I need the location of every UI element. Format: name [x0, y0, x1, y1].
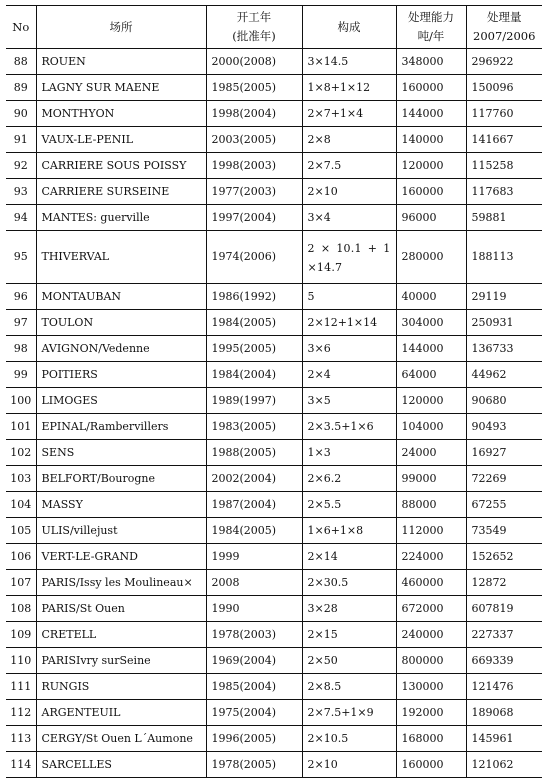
cell-no: 99	[6, 362, 36, 388]
table-row	[6, 179, 542, 205]
cell-capacity: 120000	[396, 153, 466, 179]
cell-config: 3×28	[302, 596, 396, 622]
cell-config: 2×8	[302, 127, 396, 153]
cell-year: 1985(2004)	[206, 674, 302, 700]
header-year-line2: (批准年)	[232, 29, 276, 43]
table-row	[6, 75, 542, 101]
cell-config: 1×6+1×8	[302, 518, 396, 544]
cell-volume: 227337	[466, 622, 542, 648]
cell-year: 2000(2008)	[206, 49, 302, 75]
table-row	[6, 518, 542, 544]
cell-config: 2 × 10.1 + 1 ×14.7	[302, 231, 396, 284]
table-row	[6, 284, 542, 310]
header-row	[6, 6, 542, 49]
cell-capacity: 672000	[396, 596, 466, 622]
cell-no: 106	[6, 544, 36, 570]
cell-config: 2×10	[302, 752, 396, 778]
cell-year: 1995(2005)	[206, 336, 302, 362]
cell-capacity: 304000	[396, 310, 466, 336]
cell-year: 1978(2005)	[206, 752, 302, 778]
table-row	[6, 388, 542, 414]
cell-year: 1984(2005)	[206, 518, 302, 544]
table-row	[6, 596, 542, 622]
cell-volume: 117683	[466, 179, 542, 205]
cell-site: ARGENTEUIL	[36, 700, 206, 726]
cell-year: 2002(2004)	[206, 466, 302, 492]
cell-capacity: 160000	[396, 179, 466, 205]
cell-year: 1978(2003)	[206, 622, 302, 648]
cell-capacity: 348000	[396, 49, 466, 75]
cell-no: 102	[6, 440, 36, 466]
cell-site: MASSY	[36, 492, 206, 518]
cell-site: SARCELLES	[36, 752, 206, 778]
cell-no: 89	[6, 75, 36, 101]
cell-config: 2×30.5	[302, 570, 396, 596]
incineration-plant-table	[6, 5, 542, 778]
cell-volume: 121062	[466, 752, 542, 778]
cell-volume: 189068	[466, 700, 542, 726]
cell-config: 2×10	[302, 179, 396, 205]
table-row	[6, 205, 542, 231]
cell-capacity: 96000	[396, 205, 466, 231]
cell-site: MONTHYON	[36, 101, 206, 127]
cell-no: 95	[6, 231, 36, 284]
cell-capacity: 160000	[396, 75, 466, 101]
cell-capacity: 104000	[396, 414, 466, 440]
table-row	[6, 726, 542, 752]
cell-volume: 188113	[466, 231, 542, 284]
header-config: 构成	[302, 6, 396, 49]
document-page	[6, 5, 542, 778]
header-no: No	[6, 6, 36, 49]
cell-year: 1983(2005)	[206, 414, 302, 440]
cell-config: 2×4	[302, 362, 396, 388]
cell-no: 88	[6, 49, 36, 75]
cell-config: 2×7.5+1×9	[302, 700, 396, 726]
table-row	[6, 414, 542, 440]
cell-volume: 152652	[466, 544, 542, 570]
cell-site: AVIGNON/Vedenne	[36, 336, 206, 362]
cell-volume: 12872	[466, 570, 542, 596]
cell-volume: 607819	[466, 596, 542, 622]
cell-year: 1984(2005)	[206, 310, 302, 336]
header-volume	[466, 6, 542, 49]
cell-config: 2×6.2	[302, 466, 396, 492]
cell-site: MONTAUBAN	[36, 284, 206, 310]
cell-site: PARIS/St Ouen	[36, 596, 206, 622]
table-row	[6, 336, 542, 362]
cell-no: 112	[6, 700, 36, 726]
cell-site: CARRIERE SOUS POISSY	[36, 153, 206, 179]
cell-capacity: 240000	[396, 622, 466, 648]
cell-capacity: 112000	[396, 518, 466, 544]
cell-no: 107	[6, 570, 36, 596]
cell-volume: 44962	[466, 362, 542, 388]
cell-capacity: 99000	[396, 466, 466, 492]
cell-config: 2×12+1×14	[302, 310, 396, 336]
cell-volume: 117760	[466, 101, 542, 127]
table-row	[6, 127, 542, 153]
cell-volume: 669339	[466, 648, 542, 674]
cell-no: 114	[6, 752, 36, 778]
cell-site: POITIERS	[36, 362, 206, 388]
cell-no: 98	[6, 336, 36, 362]
cell-site: PARIS/Issy les Moulineau×	[36, 570, 206, 596]
cell-site: PARISIvry surSeine	[36, 648, 206, 674]
cell-year: 1998(2003)	[206, 153, 302, 179]
cell-year: 2008	[206, 570, 302, 596]
table-row	[6, 440, 542, 466]
cell-capacity: 88000	[396, 492, 466, 518]
cell-site: RUNGIS	[36, 674, 206, 700]
cell-no: 91	[6, 127, 36, 153]
cell-year: 2003(2005)	[206, 127, 302, 153]
header-volume-line1: 处理量	[487, 10, 522, 24]
table-row	[6, 492, 542, 518]
cell-year: 1986(1992)	[206, 284, 302, 310]
cell-site: THIVERVAL	[36, 231, 206, 284]
cell-site: CARRIERE SURSEINE	[36, 179, 206, 205]
table-row	[6, 101, 542, 127]
cell-site: TOULON	[36, 310, 206, 336]
cell-capacity: 120000	[396, 388, 466, 414]
cell-config: 3×4	[302, 205, 396, 231]
cell-config: 2×5.5	[302, 492, 396, 518]
cell-no: 97	[6, 310, 36, 336]
cell-year: 1984(2004)	[206, 362, 302, 388]
cell-no: 101	[6, 414, 36, 440]
cell-site: BELFORT/Bourogne	[36, 466, 206, 492]
table-row	[6, 310, 542, 336]
cell-config: 2×10.5	[302, 726, 396, 752]
cell-site: VERT-LE-GRAND	[36, 544, 206, 570]
cell-capacity: 280000	[396, 231, 466, 284]
cell-no: 105	[6, 518, 36, 544]
cell-site: EPINAL/Rambervillers	[36, 414, 206, 440]
table-row	[6, 362, 542, 388]
cell-config: 3×5	[302, 388, 396, 414]
header-capacity-line2: 吨/年	[417, 29, 445, 43]
cell-config: 2×7.5	[302, 153, 396, 179]
cell-no: 110	[6, 648, 36, 674]
cell-capacity: 140000	[396, 127, 466, 153]
cell-no: 104	[6, 492, 36, 518]
cell-year: 1975(2004)	[206, 700, 302, 726]
cell-site: VAUX-LE-PENIL	[36, 127, 206, 153]
cell-year: 1999	[206, 544, 302, 570]
cell-site: ULIS/villejust	[36, 518, 206, 544]
cell-volume: 296922	[466, 49, 542, 75]
header-capacity	[396, 6, 466, 49]
cell-volume: 150096	[466, 75, 542, 101]
cell-config: 1×8+1×12	[302, 75, 396, 101]
cell-year: 1996(2005)	[206, 726, 302, 752]
table-row	[6, 674, 542, 700]
table-row	[6, 153, 542, 179]
cell-no: 96	[6, 284, 36, 310]
cell-config: 1×3	[302, 440, 396, 466]
cell-site: CERGY/St Ouen L´Aumone	[36, 726, 206, 752]
header-year-line1: 开工年	[236, 10, 272, 24]
cell-volume: 29119	[466, 284, 542, 310]
cell-year: 1990	[206, 596, 302, 622]
table-body	[6, 49, 542, 778]
cell-capacity: 800000	[396, 648, 466, 674]
cell-volume: 16927	[466, 440, 542, 466]
cell-year: 1969(2004)	[206, 648, 302, 674]
cell-volume: 59881	[466, 205, 542, 231]
cell-no: 100	[6, 388, 36, 414]
cell-site: LAGNY SUR MAENE	[36, 75, 206, 101]
cell-config: 2×15	[302, 622, 396, 648]
header-site: 场所	[36, 6, 206, 49]
cell-site: SENS	[36, 440, 206, 466]
cell-config: 2×50	[302, 648, 396, 674]
cell-year: 1985(2005)	[206, 75, 302, 101]
cell-volume: 115258	[466, 153, 542, 179]
cell-capacity: 130000	[396, 674, 466, 700]
cell-year: 1988(2005)	[206, 440, 302, 466]
table-row	[6, 466, 542, 492]
header-volume-line2: 2007/2006	[473, 29, 536, 43]
cell-capacity: 160000	[396, 752, 466, 778]
cell-volume: 67255	[466, 492, 542, 518]
cell-config: 2×7+1×4	[302, 101, 396, 127]
cell-year: 1987(2004)	[206, 492, 302, 518]
cell-site: LIMOGES	[36, 388, 206, 414]
table-header	[6, 6, 542, 49]
cell-config: 5	[302, 284, 396, 310]
cell-volume: 136733	[466, 336, 542, 362]
cell-volume: 141667	[466, 127, 542, 153]
cell-no: 103	[6, 466, 36, 492]
cell-year: 1998(2004)	[206, 101, 302, 127]
table-row	[6, 49, 542, 75]
cell-config: 2×3.5+1×6	[302, 414, 396, 440]
cell-year: 1989(1997)	[206, 388, 302, 414]
cell-no: 90	[6, 101, 36, 127]
cell-no: 93	[6, 179, 36, 205]
cell-volume: 250931	[466, 310, 542, 336]
cell-capacity: 64000	[396, 362, 466, 388]
header-year	[206, 6, 302, 49]
cell-year: 1997(2004)	[206, 205, 302, 231]
cell-volume: 90680	[466, 388, 542, 414]
header-capacity-line1: 处理能力	[408, 10, 454, 24]
cell-capacity: 224000	[396, 544, 466, 570]
cell-capacity: 24000	[396, 440, 466, 466]
cell-no: 92	[6, 153, 36, 179]
cell-volume: 121476	[466, 674, 542, 700]
table-row	[6, 570, 542, 596]
table-row	[6, 752, 542, 778]
cell-no: 109	[6, 622, 36, 648]
cell-capacity: 192000	[396, 700, 466, 726]
table-row	[6, 700, 542, 726]
cell-config: 2×14	[302, 544, 396, 570]
cell-config: 2×8.5	[302, 674, 396, 700]
cell-volume: 72269	[466, 466, 542, 492]
cell-capacity: 168000	[396, 726, 466, 752]
cell-capacity: 40000	[396, 284, 466, 310]
cell-capacity: 144000	[396, 336, 466, 362]
cell-config: 3×6	[302, 336, 396, 362]
cell-capacity: 144000	[396, 101, 466, 127]
cell-volume: 73549	[466, 518, 542, 544]
cell-site: ROUEN	[36, 49, 206, 75]
cell-site: CRETELL	[36, 622, 206, 648]
cell-no: 108	[6, 596, 36, 622]
cell-no: 111	[6, 674, 36, 700]
table-row	[6, 231, 542, 284]
cell-no: 113	[6, 726, 36, 752]
cell-no: 94	[6, 205, 36, 231]
cell-capacity: 460000	[396, 570, 466, 596]
cell-site: MANTES: guerville	[36, 205, 206, 231]
cell-year: 1974(2006)	[206, 231, 302, 284]
cell-volume: 90493	[466, 414, 542, 440]
cell-config: 3×14.5	[302, 49, 396, 75]
cell-year: 1977(2003)	[206, 179, 302, 205]
cell-volume: 145961	[466, 726, 542, 752]
table-row	[6, 622, 542, 648]
table-row	[6, 544, 542, 570]
table-row	[6, 648, 542, 674]
